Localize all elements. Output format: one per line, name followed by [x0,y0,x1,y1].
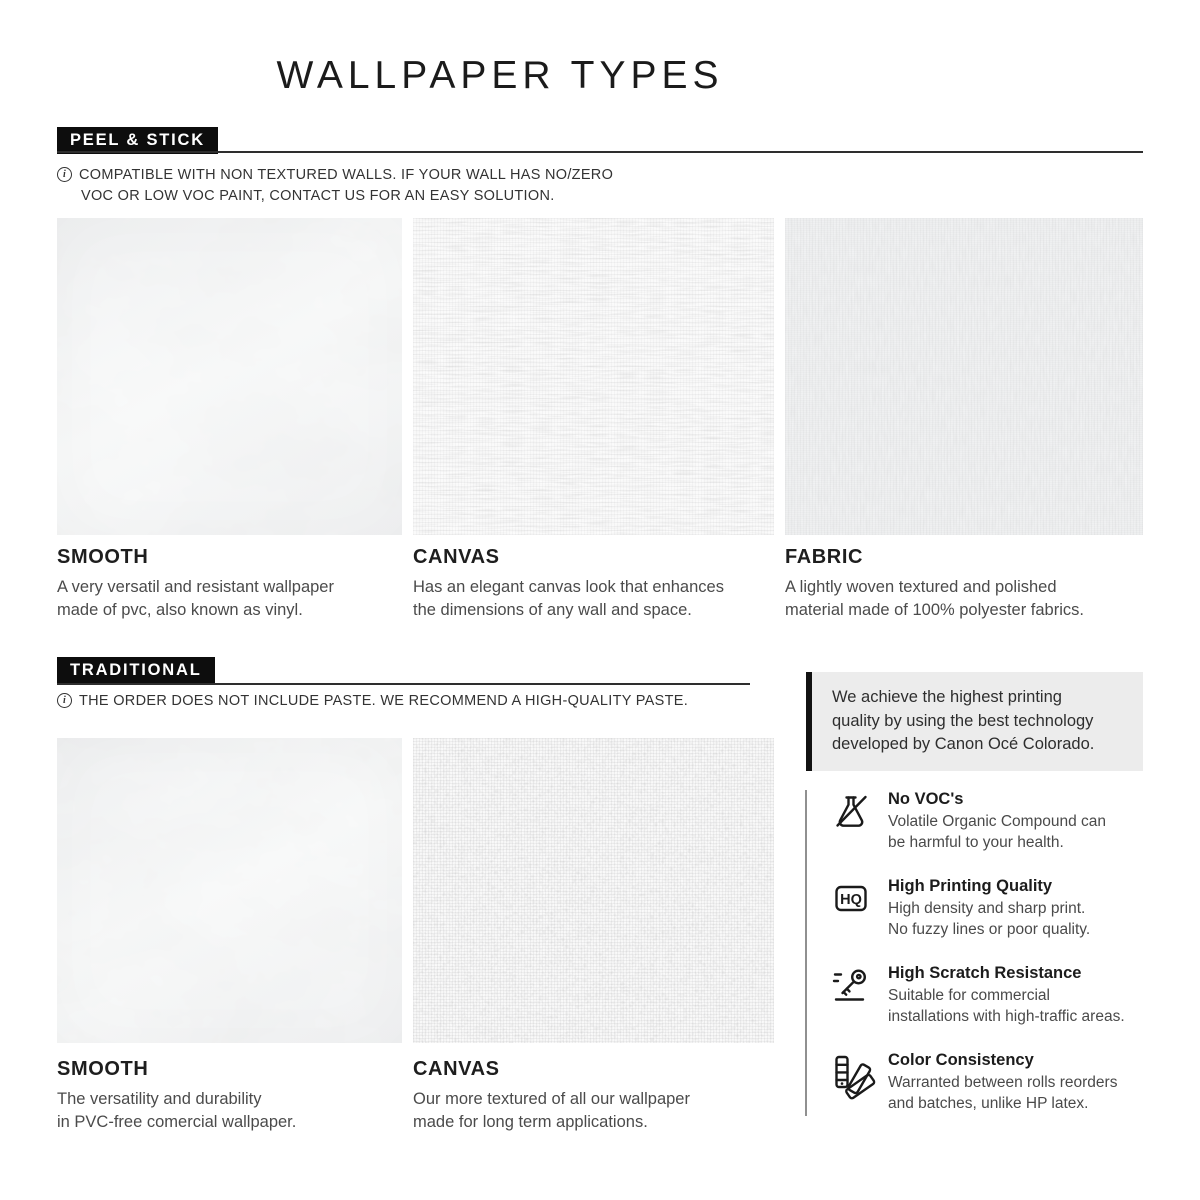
swatch-name: SMOOTH [57,1058,149,1080]
peel-stick-labels [57,546,1143,622]
key-scratch-icon [831,963,873,1005]
note-traditional [57,691,688,712]
note-text: COMPATIBLE WITH NON TEXTURED WALLS. IF YOUR WALL HAS NO/ZERO VOC OR LOW VOC PAINT, CONTACT US FOR AN EASY SOLUTION. [79,167,614,204]
color-swatches-icon [831,1050,873,1092]
no-voc-flask-icon [831,789,873,831]
feature-title: High Scratch Resistance [888,964,1082,982]
feature-no-voc [831,789,1147,853]
burlap-texture-grain [413,738,774,1043]
section-badge-traditional: TRADITIONAL [57,657,215,684]
label-smooth-traditional [57,1058,402,1134]
note-peel-stick [57,165,613,207]
hq-badge-icon [831,876,873,918]
peel-stick-swatch-row [57,218,1143,535]
features-divider-line [805,790,807,1116]
feature-text [888,963,1125,1027]
section-badge-peel-stick: PEEL & STICK [57,127,218,154]
feature-color-consistency [831,1050,1147,1114]
swatch-fabric-peel-stick [785,218,1143,535]
swatch-description: A very versatil and resistant wallpaper made of pvc, also known as vinyl. [57,578,334,619]
traditional-labels [57,1058,774,1134]
section-rule-peel-stick [57,151,1143,153]
swatch-smooth-traditional [57,738,402,1043]
info-icon: i [57,167,72,182]
fabric-texture-grain [785,218,1143,535]
feature-description: Suitable for commercial installations with high-traffic areas. [888,987,1125,1025]
feature-text [888,876,1090,940]
label-canvas-peel-stick [413,546,774,622]
label-fabric-peel-stick [785,546,1143,622]
swatch-name: SMOOTH [57,546,149,568]
feature-description: Warranted between rolls reorders and batches, unlike HP latex. [888,1074,1118,1112]
smooth-texture-grain [57,738,402,1043]
printing-quality-quote: We achieve the highest printing quality by using the best technology developed by Canon Océ Colorado. [806,672,1143,771]
note-text: THE ORDER DOES NOT INCLUDE PASTE. WE RECOMMEND A HIGH-QUALITY PASTE. [79,693,689,709]
swatch-description: A lightly woven textured and polished material made of 100% polyester fabrics. [785,578,1084,619]
feature-text [888,789,1106,853]
svg-text:HQ: HQ [840,892,862,908]
swatch-description: The versatility and durability in PVC-free comercial wallpaper. [57,1090,297,1131]
swatch-name: CANVAS [413,1058,500,1080]
feature-title: No VOC's [888,790,964,808]
swatch-canvas-traditional [413,738,774,1043]
label-smooth-peel-stick [57,546,402,622]
traditional-swatch-row [57,738,774,1043]
feature-high-scratch-resistance [831,963,1147,1027]
smooth-texture-grain [57,218,402,535]
feature-description: Volatile Organic Compound can be harmful to your health. [888,813,1106,851]
feature-description: High density and sharp print. No fuzzy lines or poor quality. [888,900,1091,938]
canvas-texture-grain [413,218,774,535]
info-icon: i [57,693,72,708]
swatch-canvas-peel-stick [413,218,774,535]
section-rule-traditional [57,683,750,685]
feature-high-printing-quality [831,876,1147,940]
feature-title: High Printing Quality [888,877,1053,895]
feature-list [831,789,1147,1137]
swatch-smooth-peel-stick [57,218,402,535]
swatch-name: FABRIC [785,546,864,568]
feature-title: Color Consistency [888,1051,1034,1069]
feature-text [888,1050,1117,1114]
swatch-description: Has an elegant canvas look that enhances the dimensions of any wall and space. [413,578,724,619]
swatch-description: Our more textured of all our wallpaper made for long term applications. [413,1090,690,1131]
swatch-name: CANVAS [413,546,500,568]
page-title: WALLPAPER TYPES [276,54,724,97]
label-canvas-traditional [413,1058,774,1134]
